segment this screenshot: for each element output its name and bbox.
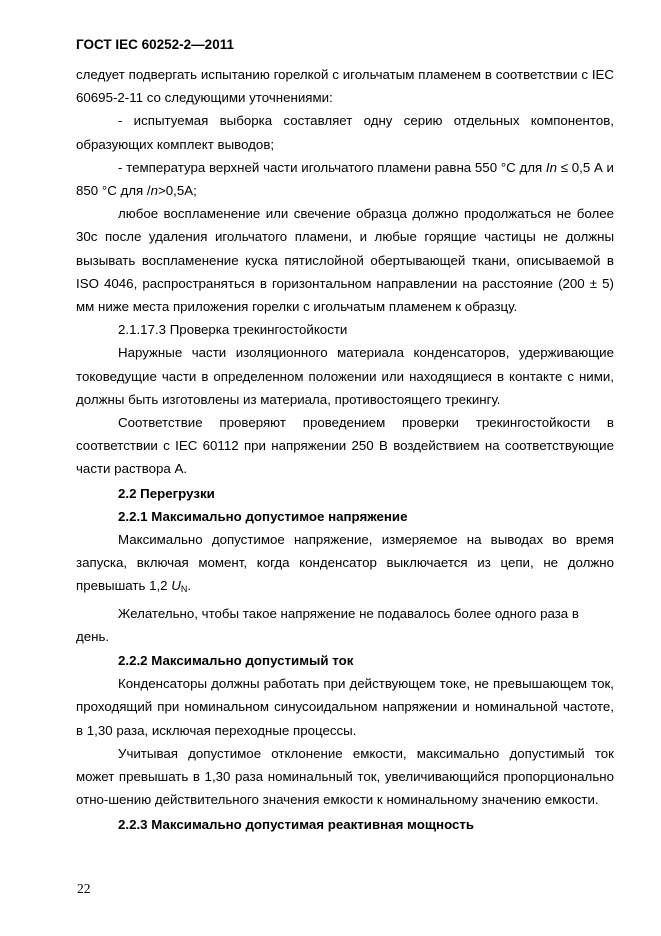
text-run: ≤ 0,5 А и 850 °С для / — [76, 159, 614, 199]
paragraph-temperature-list-item — [76, 156, 614, 202]
voltage-symbol: U — [171, 578, 181, 594]
current-subscript: n — [549, 159, 558, 175]
heading-2-1-17-3: 2.1.17.3 Проверка трекингостойкости — [118, 322, 348, 338]
paragraph-insulation: Наружные части изоляционного материала конденсаторов, удерживающие токоведущие части в определенном положении или находящиеся в контакте с ними, должны быть изготовлены из материала, противостоящего трекингу. — [76, 345, 614, 407]
current-subscript: n — [150, 183, 159, 199]
paragraph-ignition: любое воспламенение или свечение образца должно продолжаться не более 30с после удаления игольчатого пламени, и любые горящие частицы не должны вызывать воспламенение куска пятислойной обертывающей ткани, описываемой в ISO 4046, распространяться в горизонтальном направлении на расстояние (200 ± 5) мм ниже места приложения горелки с игольчатым пламенем к образцу. — [76, 206, 614, 315]
heading-2-2-1: 2.2.1 Максимально допустимое напряжение — [118, 508, 408, 524]
paragraph-frequency-note: Желательно, чтобы такое напряжение не подавалось более одного раза в день. — [76, 605, 579, 644]
voltage-subscript: N — [180, 584, 188, 595]
document-header: ГОСТ IEC 60252-2—2011 — [76, 37, 234, 52]
heading-2-2-3: 2.2.3 Максимально допустимая реактивная мощность — [118, 816, 475, 832]
paragraph-sample-list-item: - испытуемая выборка составляет одну серию отдельных компонентов, образующих комплект выводов; — [76, 113, 614, 152]
paragraph-compliance: Соответствие проверяют проведением проверки трекингостойкости в соответствии с IEC 60112 при напряжении 250 В воздействием на соответствующие части раствора А. — [76, 415, 614, 477]
text-run: Максимально допустимое напряжение, измеряемое на выводах во время запуска, включая момент, когда конденсатор выключается из цепи, не должно превышать 1,2 — [76, 532, 614, 594]
document-body — [76, 63, 614, 836]
text-run: . — [187, 578, 192, 594]
paragraph-capacitance-tolerance: Учитывая допустимое отклонение емкости, максимально допустимый ток может превышать в 1,30 раза номинальный ток, увеличивающийся пропорционально отно-шению действительного значения емкости к номинальному значению емкости. — [76, 745, 614, 808]
heading-2-2: 2.2 Перегрузки — [118, 485, 215, 501]
paragraph-intro: следует подвергать испытанию горелкой с игольчатым пламенем в соответствии с IEC 60695-2-11 со следующими уточнениями: — [76, 67, 614, 106]
page-number: 22 — [77, 881, 91, 896]
paragraph-max-current: Конденсаторы должны работать при действующем токе, не превышающем ток, проходящий при номинальном синусоидальном напряжении и номинальной частоте, в 1,30 раза, исключая переходные процессы. — [76, 676, 614, 738]
text-run: >0,5А; — [158, 183, 197, 199]
current-symbol: I — [545, 159, 550, 175]
heading-2-2-2: 2.2.2 Максимально допустимый ток — [118, 653, 354, 669]
paragraph-max-voltage — [76, 528, 614, 602]
text-run: - температура верхней части игольчатого пламени равна 550 °С для — [118, 159, 546, 175]
